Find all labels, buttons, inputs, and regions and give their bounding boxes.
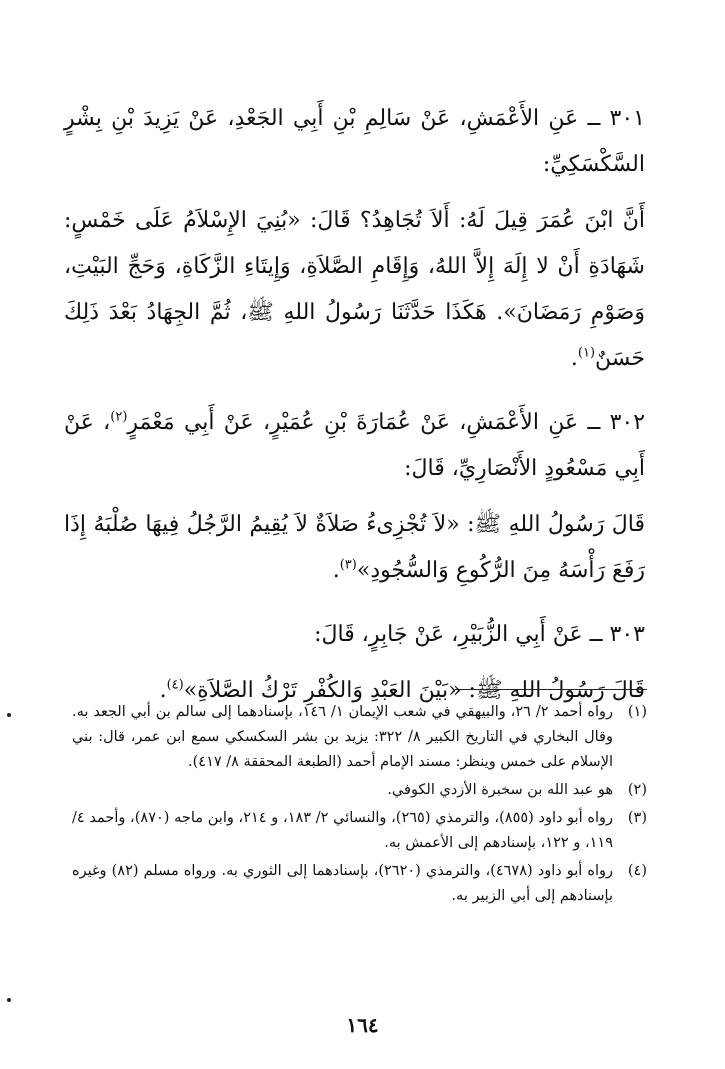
hadith-chain (64, 612, 645, 658)
footnote-separator (455, 689, 647, 690)
hadith-text (64, 502, 645, 594)
page-number: ١٦٤ (346, 1013, 379, 1037)
footnote-ref: (٣) (339, 557, 357, 573)
end-punctuation: . (332, 558, 340, 583)
chain-text: ٣٠٢ ــ عَنِ الأَعْمَشِ، عَنْ عُمَارَةَ بْنِ عُمَيْرٍ، عَنْ أَبِي مَعْمَرٍ (127, 410, 646, 435)
chain-text: ٣٠٣ ــ عَنْ أَبِي الزُّبَيْرِ، عَنْ جَابِرٍ، قَالَ: (314, 622, 645, 647)
hadith-body: قَالَ رَسُولُ اللهِ ﷺ: «بَيْنَ العَبْدِ وَالكُفْرِ تَرْكُ الصَّلاَةِ» (183, 678, 645, 703)
hadith-303 (64, 612, 645, 714)
hadith-body: أَنَّ ابْنَ عُمَرَ قِيلَ لَهُ: أَلاَ تُجَاهِدُ؟ قَالَ: «بُنِيَ الإِسْلاَمُ عَلَى خَمْسٍ: شَهَادَةِ أَنْ لا إِلَهَ إِلاَّ اللهُ، وَإِقَامِ الصَّلاَةِ، وَإِيتَاءِ الزَّكَاةِ، وَحَجِّ البَيْتِ، وَصَوْمِ رَمَضَانَ». هَكَذَا حَدَّثَنَا رَسُولُ اللهِ ﷺ، ثُمَّ الجِهَادُ بَعْدَ ذَلِكَ حَسَنٌ (64, 208, 645, 371)
footnote-text: رواه أحمد ٢/ ٢٦، والبيهقي في شعب الإيمان ١/ ١٤٦، بإسنادهما إلى سالم بن أبي الجعد به. وقال البخاري في التاريخ الكبير ٨/ ٣٢٢: يزيد بن بشر السكسكي سمع ابن عمر، قال: بني الإسلام على خمس وينظر: مسند الإمام أحمد (الطبعة المحققة ٨/ ٤١٧). (72, 704, 614, 770)
footnote-2 (72, 778, 647, 803)
scan-speck (7, 713, 11, 717)
chain-text: ٣٠١ ــ عَنِ الأَعْمَشِ، عَنْ سَالِمِ بْنِ أَبِي الجَعْدِ، عَنْ يَزِيدَ بْنِ بِشْرٍ السَّكْسَكِيِّ: (64, 106, 645, 177)
main-text (64, 96, 645, 714)
footnote-label: (٤) (627, 863, 647, 879)
footnote-text: رواه أبو داود (٨٥٥)، والترمذي (٢٦٥)، والنسائي ٢/ ١٨٣، و ٢١٤، وابن ماجه (٨٧٠)، وأحمد ٤/ ١١٩، و ١٢٢، بإسنادهم إلى الأعمش به. (72, 810, 614, 851)
footnote-ref: (٤) (166, 677, 184, 693)
chain-text-continued: ، عَنْ أَبِي مَسْعُودٍ الأَنْصَارِيِّ، قَالَ: (64, 410, 645, 481)
hadith-body: قَالَ رَسُولُ اللهِ ﷺ: «لاَ تُجْزِىءُ صَلاَةٌ لاَ يُقِيمُ الرَّجُلُ فِيهَا صُلْبَهُ إِذَا رَفَعَ رَأْسَهُ مِنَ الرُّكُوعِ وَالسُّجُودِ» (64, 512, 645, 583)
footnote-text: هو عبد الله بن سخبرة الأزدي الكوفي. (387, 782, 613, 798)
footnote-1 (72, 700, 647, 775)
hadith-chain (64, 400, 645, 492)
footnote-ref: (٢) (110, 409, 128, 425)
footnote-4 (72, 859, 647, 909)
footnote-label: (٣) (627, 810, 647, 826)
footnotes (72, 700, 647, 912)
end-punctuation: . (570, 346, 578, 371)
hadith-chain (64, 96, 645, 188)
footnote-text: رواه أبو داود (٤٦٧٨)، والترمذي (٢٦٢٠)، بإسنادهما إلى الثوري به. ورواه مسلم (٨٢) وغيره بإسنادهم إلى أبي الزبير به. (72, 863, 613, 904)
footnote-label: (٢) (627, 782, 647, 798)
footnote-label: (١) (627, 704, 647, 720)
footnote-3 (72, 806, 647, 856)
footnote-ref: (١) (577, 345, 596, 361)
end-punctuation: . (159, 678, 167, 703)
hadith-text (64, 198, 645, 382)
hadith-301 (64, 96, 645, 382)
scan-speck (7, 998, 11, 1002)
hadith-302 (64, 400, 645, 594)
